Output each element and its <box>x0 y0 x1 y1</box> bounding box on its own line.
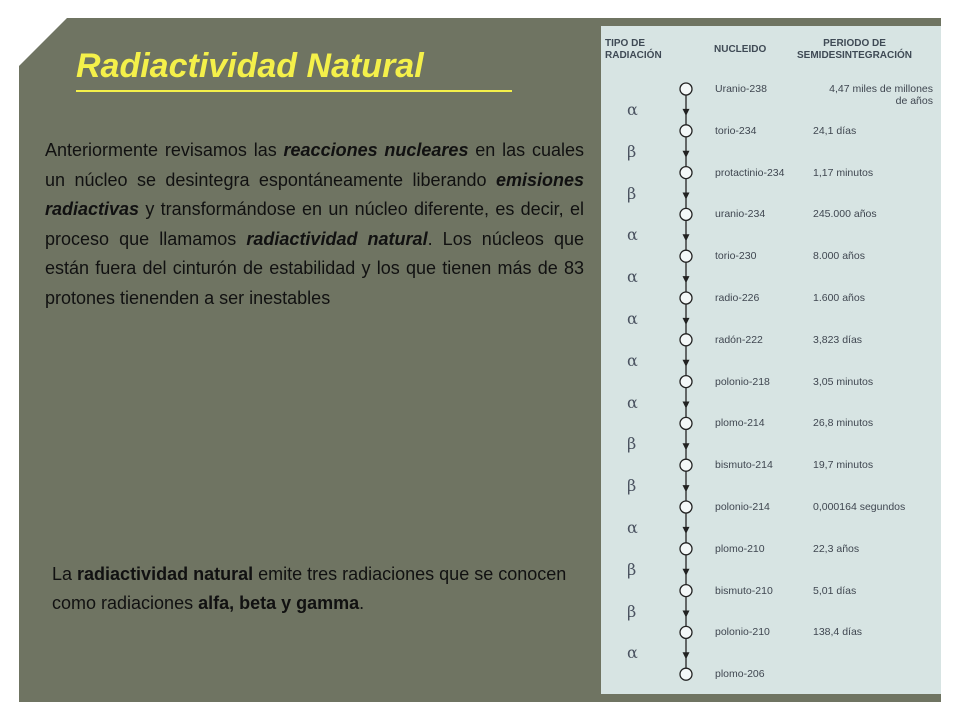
beta-symbol: β <box>627 559 637 579</box>
header-half-life: PERIODO DE SEMIDESINTEGRACIÓN <box>797 38 913 61</box>
alpha-symbol: α <box>627 350 638 370</box>
nuclide-node <box>680 626 692 638</box>
intro-text-segment: . Los núcleos que están fuera del cinturón de estabilidad y los que tienen más de 83 protones tienenden a ser inestables <box>45 228 584 308</box>
intro-text-segment: Anteriormente revisamos las <box>45 140 284 160</box>
half-life-value: 4,47 miles de millones de años <box>829 83 933 107</box>
beta-symbol: β <box>627 183 637 203</box>
nuclide-name: polonio-214 <box>715 501 770 513</box>
alpha-symbol: α <box>627 99 638 119</box>
uranium-decay-chain-figure <box>601 26 941 694</box>
summary-text-segment: . <box>359 593 365 613</box>
half-life-value: 3,05 minutos <box>813 375 874 388</box>
nuclide-name: plomo-206 <box>715 668 765 681</box>
nuclide-name: bismuto-214 <box>715 459 773 472</box>
nuclide-name: Uranio-238 <box>715 83 767 95</box>
decay-arrow <box>683 109 690 116</box>
summary-text-segment: emite tres radiaciones que se conocen como radiaciones <box>52 564 567 613</box>
intro-text-segment: y transformándose en un núcleo diferente, es decir, el proceso que llamamos <box>45 199 584 249</box>
alpha-symbol: α <box>627 308 638 328</box>
intro-text-segment: reacciones nucleares <box>283 140 469 160</box>
nuclide-name: radio-226 <box>715 292 760 304</box>
nuclide-node <box>680 167 692 179</box>
alpha-symbol: α <box>627 392 638 412</box>
half-life-value: 245.000 años <box>813 208 877 221</box>
summary-text-segment: radiactividad natural <box>77 564 254 584</box>
decay-arrow <box>683 193 690 200</box>
half-life-value: 1.600 años <box>813 292 865 304</box>
nuclide-name: plomo-214 <box>715 417 765 430</box>
nuclide-node <box>680 208 692 220</box>
nuclide-name: plomo-210 <box>715 542 765 555</box>
decay-arrow <box>683 234 690 241</box>
decay-arrow <box>683 360 690 367</box>
alpha-symbol: α <box>627 517 638 537</box>
alpha-symbol: α <box>627 643 638 663</box>
nuclide-node <box>680 376 692 388</box>
nuclide-node <box>680 334 692 346</box>
decay-arrow <box>683 151 690 158</box>
nuclide-name: polonio-218 <box>715 375 770 388</box>
header-nuclide: NUCLEIDO <box>714 44 767 55</box>
intro-paragraph <box>45 136 584 313</box>
nuclide-node <box>680 501 692 513</box>
nuclide-node <box>680 543 692 555</box>
nuclide-name: torio-234 <box>715 124 757 137</box>
slide-title: Radiactividad Natural <box>76 44 512 92</box>
decay-arrow <box>683 318 690 325</box>
beta-symbol: β <box>627 476 637 496</box>
half-life-value: 19,7 minutos <box>813 459 874 472</box>
half-life-value: 26,8 minutos <box>813 417 874 430</box>
header-radiation-type: TIPO DE RADIACIÓN <box>605 38 662 61</box>
alpha-symbol: α <box>627 267 638 287</box>
beta-symbol: β <box>627 141 637 161</box>
intro-text-segment: emisiones radiactivas <box>45 169 584 219</box>
intro-text-segment: radiactividad natural <box>246 228 428 249</box>
decay-arrow <box>683 527 690 534</box>
decay-arrow <box>683 276 690 283</box>
alpha-symbol: α <box>627 225 638 245</box>
decay-arrow <box>683 485 690 492</box>
nuclide-node <box>680 417 692 429</box>
half-life-value: 3,823 días <box>813 333 863 346</box>
nuclide-node <box>680 585 692 597</box>
half-life-value: 0,000164 segundos <box>813 501 906 513</box>
nuclide-name: bismuto-210 <box>715 584 773 597</box>
nuclide-node <box>680 292 692 304</box>
nuclide-node <box>680 250 692 262</box>
nuclide-name: radón-222 <box>715 333 763 346</box>
nuclide-node <box>680 459 692 471</box>
nuclide-name: polonio-210 <box>715 626 770 639</box>
summary-paragraph <box>52 560 572 618</box>
half-life-value: 1,17 minutos <box>813 166 874 179</box>
half-life-value: 22,3 años <box>813 542 860 555</box>
summary-text-segment: alfa, beta y gamma <box>198 593 360 613</box>
nuclide-node <box>680 125 692 137</box>
summary-text-segment: La <box>52 564 78 584</box>
decay-arrow <box>683 611 690 618</box>
half-life-value: 24,1 días <box>813 124 857 137</box>
intro-text-segment: en las cuales un núcleo se desintegra espontáneamente liberando <box>45 140 584 190</box>
nuclide-name: protactinio-234 <box>715 166 785 179</box>
nuclide-node <box>680 668 692 680</box>
beta-symbol: β <box>627 601 637 621</box>
beta-symbol: β <box>627 434 637 454</box>
half-life-value: 138,4 días <box>813 626 863 639</box>
half-life-value: 8.000 años <box>813 250 865 263</box>
nuclide-name: uranio-234 <box>715 208 766 221</box>
decay-arrow <box>683 569 690 576</box>
decay-arrow <box>683 443 690 450</box>
decay-arrow <box>683 402 690 409</box>
nuclide-node <box>680 83 692 95</box>
half-life-value: 5,01 días <box>813 584 857 597</box>
decay-arrow <box>683 652 690 659</box>
nuclide-name: torio-230 <box>715 250 757 263</box>
